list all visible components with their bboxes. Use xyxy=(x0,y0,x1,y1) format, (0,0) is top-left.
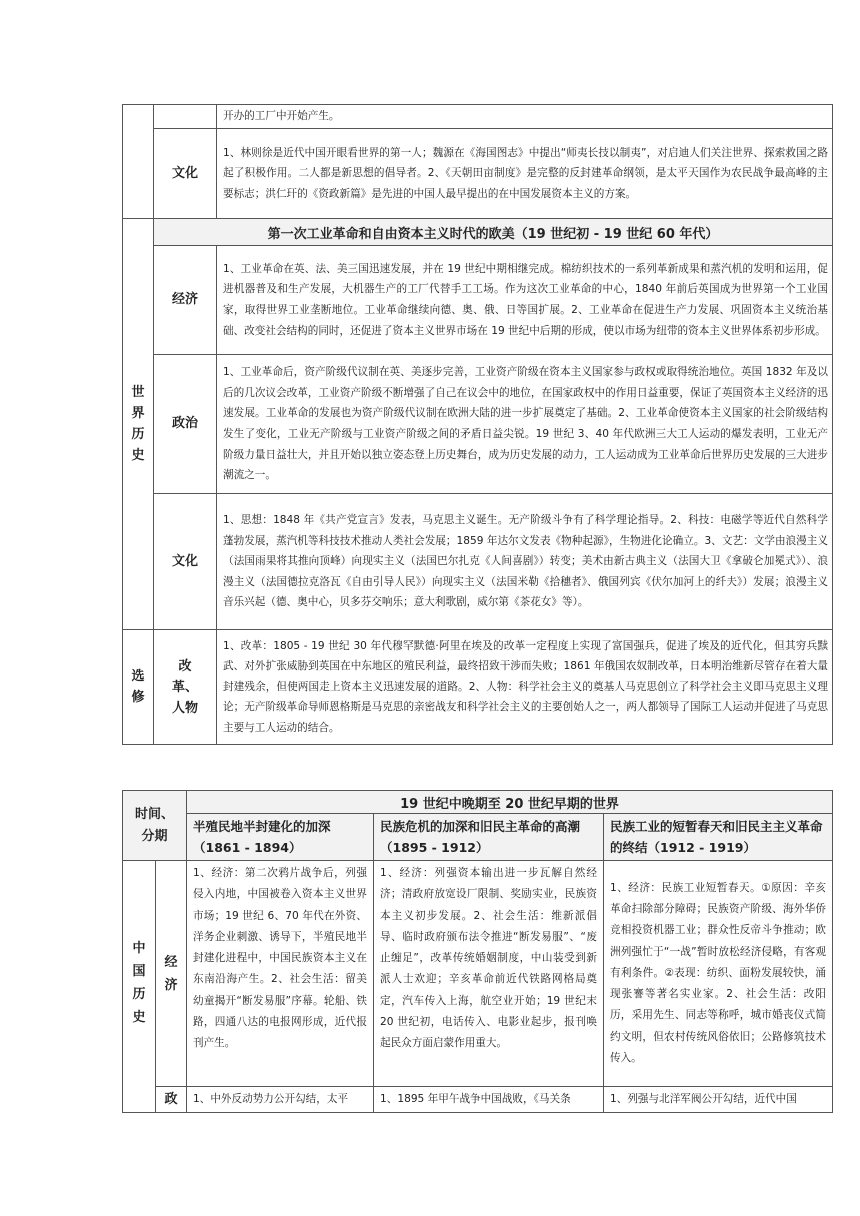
period-2-header: 民族危机的加深和旧民主革命的高潮（1895 - 1912） xyxy=(374,814,604,861)
culture-cn-label: 文化 xyxy=(154,129,217,219)
politics-period-1: 1、中外反动势力公开勾结，太平 xyxy=(187,1087,374,1113)
world-history-table xyxy=(122,104,833,745)
china-history-label xyxy=(123,861,156,1113)
continued-category-cell xyxy=(123,105,154,219)
section-header: 第一次工业革命和自由资本主义时代的欧美（19 世纪初 - 19 世纪 60 年代） xyxy=(154,219,833,246)
economy-period-1: 1、经济：第二次鸦片战争后，列强侵入内地，中国被卷入资本主义世界市场；19 世纪 6、70 年代在外资、洋务企业刺激、诱导下，半殖民地半封建化进程中，中国民族资本主义在东南沿海产生。2、社会生活：留美幼童揭开“断发易服”序幕。轮船、铁路，四通八达的电报网形成，近代报刊产生。 xyxy=(187,861,374,1087)
economy-period-2: 1、经济：列强资本输出进一步瓦解自然经济；清政府放宽设厂限制、奖励实业，民族资本主义初步发展。2、社会生活：维新派倡导、临时政府颁布法令推进“断发易服”、“废止缠足”，改革传统婚姻制度，中山装受到新派人士欢迎；辛亥革命前近代铁路网格局奠定，汽车传入上海，航空业开始；19 世纪末 20 世纪初，电话传入、电影业起步，报刊唤起民众方面启蒙作用重大。 xyxy=(374,861,604,1087)
politics-period-3: 1、列强与北洋军阀公开勾结，近代中国 xyxy=(604,1087,833,1113)
time-period-label xyxy=(123,791,187,861)
elective-label-text: 选修 xyxy=(131,669,145,705)
economy-label: 经济 xyxy=(154,246,217,355)
economy-label-2 xyxy=(156,861,187,1087)
china-history-label-text: 中国历史 xyxy=(132,941,146,1025)
continued-subcategory-cell xyxy=(154,105,217,129)
politics-label: 政治 xyxy=(154,355,217,494)
world-history-label-text: 世界历史 xyxy=(131,385,145,463)
period-1-header: 半殖民地半封建化的加深（1861 - 1894） xyxy=(187,814,374,861)
world-history-label xyxy=(123,219,154,630)
culture-world-label: 文化 xyxy=(154,494,217,630)
economy-text: 1、工业革命在英、法、美三国迅速发展，并在 19 世纪中期相继完成。棉纺织技术的一系列革新成果和蒸汽机的发明和运用，促进机器普及和生产发展，大机器生产的工厂代替手工工场。作为这次工业革命的中心，1840 年前后英国成为世界第一个工业国家，取得世界工业垄断地位。工业革命继续向德、奥、俄、日等国扩展。2、工业革命在促进生产力发展、巩固资本主义统治基础、改变社会结构的同时，还促进了资本主义世界市场在 19 世纪中后期的形成，使以市场为纽带的资本主义世界体系初步形成。 xyxy=(217,246,833,355)
reform-figures-label-text: 改革、人物 xyxy=(171,658,198,716)
late-19th-century-table xyxy=(122,790,833,1113)
elective-label xyxy=(123,630,154,745)
era-header: 19 世纪中晚期至 20 世纪早期的世界 xyxy=(187,791,833,814)
time-period-label-text: 时间、分期 xyxy=(134,806,174,844)
economy-label-2-text: 经济 xyxy=(164,954,178,993)
continued-text: 开办的工厂中开始产生。 xyxy=(217,105,833,129)
politics-period-2: 1、1895 年甲午战争中国战败，《马关条 xyxy=(374,1087,604,1113)
politics-label-2: 政 xyxy=(156,1087,187,1113)
economy-period-3: 1、经济：民族工业短暂春天。①原因：辛亥革命扫除部分障碍；民族资产阶级、海外华侨竞相投资机器工业；群众性反帝斗争推动；欧洲列强忙于“一战”暂时放松经济侵略，有客观有利条件。②表现：纺织、面粉发展较快，涌现张謇等著名实业家。2、社会生活：改阳历，采用先生、同志等称呼，城市婚丧仪式简约文明，但农村传统风俗依旧；公路修筑技术传入。 xyxy=(604,861,833,1087)
reform-figures-text: 1、改革：1805 - 19 世纪 30 年代穆罕默德·阿里在埃及的改革一定程度上实现了富国强兵，促进了埃及的近代化，但其穷兵黩武、对外扩张威胁到英国在中东地区的殖民利益，最终招致干涉而失败；1861 年俄国农奴制改革，日本明治维新尽管存在着大量封建残余，但使两国走上资本主义迅速发展的道路。2、人物：科学社会主义的奠基人马克思创立了科学社会主义即马克思主义理论；无产阶级革命导师恩格斯是马克思的亲密战友和科学社会主义的主要创始人之一，两人都领导了国际工人运动并促进了马克思主要与工人运动的结合。 xyxy=(217,630,833,745)
politics-text: 1、工业革命后，资产阶级代议制在英、美逐步完善，工业资产阶级在资本主义国家参与政权或取得统治地位。英国 1832 年及以后的几次议会改革，工业资产阶级不断增强了自己在议会中的地位，在国家政权中的作用日益重要，保证了英国资本主义经济的迅速发展。工业革命的发展也为资产阶级代议制在欧洲大陆的进一步扩展奠定了基础。2、工业革命使资本主义国家的社会阶级结构发生了变化，工业无产阶级与工业资产阶级之间的矛盾日益尖锐。19 世纪 3、40 年代欧洲三大工人运动的爆发表明，工业无产阶级力量日益壮大，并且开始以独立姿态登上历史舞台，成为历史发展的动力，工人运动成为工业革命后世界历史发展的三大进步潮流之一。 xyxy=(217,355,833,494)
culture-world-text: 1、思想：1848 年《共产党宣言》发表，马克思主义诞生。无产阶级斗争有了科学理论指导。2、科技：电磁学等近代自然科学蓬勃发展，蒸汽机等科技技术推动人类社会发展；1859 年达尔文发表《物种起源》，生物进化论确立。3、文艺：文学由浪漫主义（法国雨果将其推向顶峰）向现实主义（法国巴尔扎克《人间喜剧》）转变；美术由新古典主义（法国大卫《拿破仑加冕式》）、浪漫主义（法国德拉克洛瓦《自由引导人民》）向现实主义（法国米勒《拾穗者》、俄国列宾《伏尔加河上的纤夫》）发展；浪漫主义音乐兴起（德、奥中心，贝多芬交响乐；意大利歌剧，威尔第《茶花女》等）。 xyxy=(217,494,833,630)
reform-figures-label xyxy=(154,630,217,745)
period-3-header: 民族工业的短暂春天和旧民主主义革命的终结（1912 - 1919） xyxy=(604,814,833,861)
culture-cn-text: 1、林则徐是近代中国开眼看世界的第一人；魏源在《海国图志》中提出“师夷长技以制夷”，对启迪人们关注世界、探索救国之路起了积极作用。二人都是新思想的倡导者。2、《天朝田亩制度》是完整的反封建革命纲领，是太平天国作为农民战争最高峰的主要标志；洪仁玕的《资政新篇》是先进的中国人最早提出的在中国发展资本主义的方案。 xyxy=(217,129,833,219)
